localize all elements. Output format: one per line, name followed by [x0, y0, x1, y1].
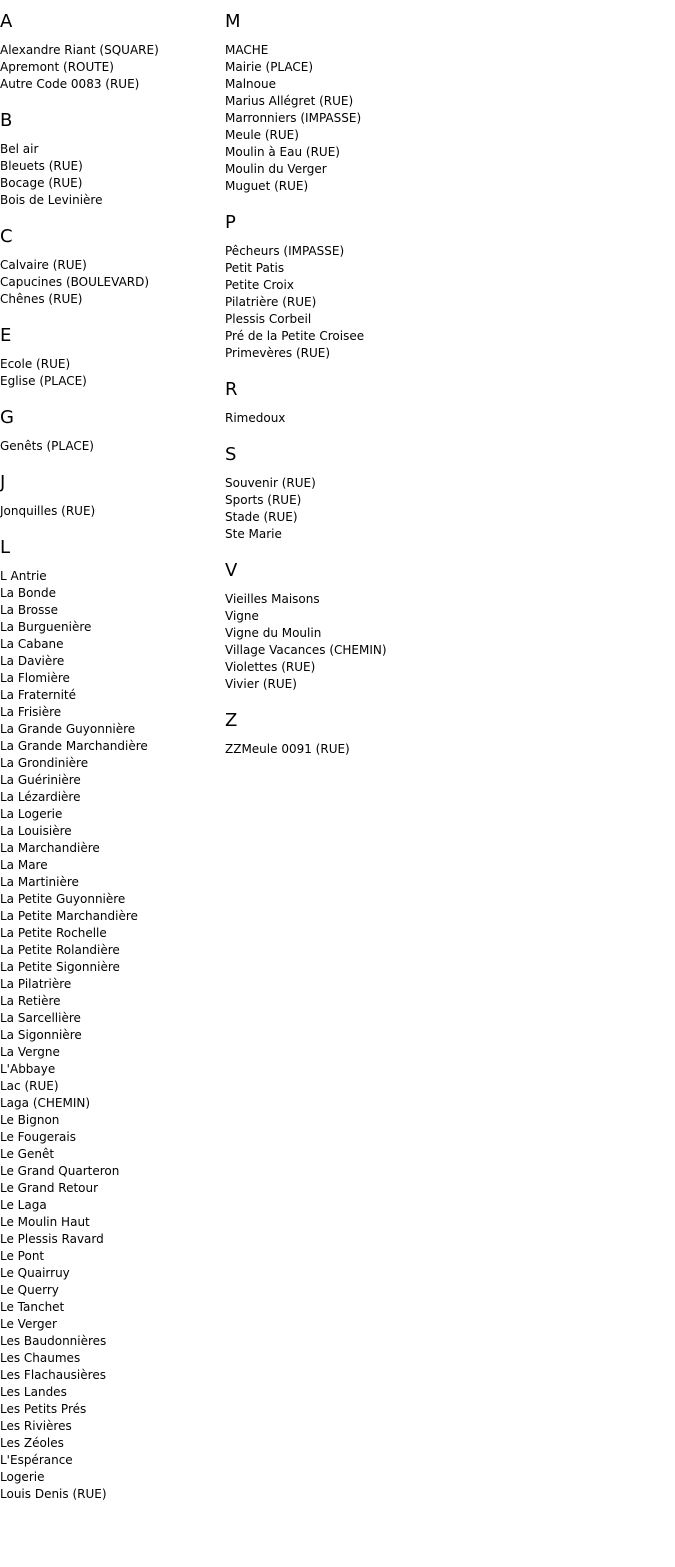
- street-link-ecole-rue[interactable]: Ecole (RUE): [0, 357, 71, 371]
- right-column: [225, 0, 665, 775]
- street-link-bocage-rue[interactable]: Bocage (RUE): [0, 176, 83, 190]
- street-link-la-grande-marchandiere[interactable]: La Grande Marchandière: [0, 739, 148, 753]
- street-link-les-petits-pres[interactable]: Les Petits Prés: [0, 1402, 87, 1416]
- letter-heading: M: [225, 11, 241, 32]
- street-link-petite-croix[interactable]: Petite Croix: [225, 278, 294, 292]
- letter-heading: J: [0, 472, 6, 493]
- street-link-la-lezardiere[interactable]: La Lézardière: [0, 790, 81, 804]
- street-link-les-baudonnieres[interactable]: Les Baudonnières: [0, 1334, 107, 1348]
- street-link-marronniers-impasse[interactable]: Marronniers (IMPASSE): [225, 111, 362, 125]
- letter-heading: Z: [225, 710, 238, 731]
- street-link-bleuets-rue[interactable]: Bleuets (RUE): [0, 159, 83, 173]
- street-link-lac-rue[interactable]: Lac (RUE): [0, 1079, 59, 1093]
- street-link-primeveres-rue[interactable]: Primevères (RUE): [225, 346, 331, 360]
- letter-section-b: [0, 110, 220, 209]
- street-link-louis-denis-rue[interactable]: Louis Denis (RUE): [0, 1487, 107, 1501]
- street-link-meule-rue[interactable]: Meule (RUE): [225, 128, 299, 142]
- street-link-le-verger[interactable]: Le Verger: [0, 1317, 57, 1331]
- street-link-la-sigonniere[interactable]: La Sigonnière: [0, 1028, 82, 1042]
- street-list: [0, 568, 220, 1503]
- street-link-violettes-rue[interactable]: Violettes (RUE): [225, 660, 316, 674]
- street-link-laga-chemin[interactable]: Laga (CHEMIN): [0, 1096, 91, 1110]
- letter-section-l: [0, 537, 220, 1503]
- street-link-les-flachausieres[interactable]: Les Flachausières: [0, 1368, 106, 1382]
- street-link-calvaire-rue[interactable]: Calvaire (RUE): [0, 258, 87, 272]
- street-link-petit-patis[interactable]: Petit Patis: [225, 261, 285, 275]
- street-link-la-gueriniere[interactable]: La Guérinière: [0, 773, 81, 787]
- street-link-la-brosse[interactable]: La Brosse: [0, 603, 58, 617]
- street-link-village-vacances-chemin[interactable]: Village Vacances (CHEMIN): [225, 643, 387, 657]
- letter-section-p: [225, 212, 665, 362]
- street-link-bois-de-leviniere[interactable]: Bois de Levinière: [0, 193, 103, 207]
- street-link-le-moulin-haut[interactable]: Le Moulin Haut: [0, 1215, 90, 1229]
- letter-heading: P: [225, 212, 236, 233]
- street-link-la-louisiere[interactable]: La Louisière: [0, 824, 72, 838]
- street-link-la-frisiere[interactable]: La Frisière: [0, 705, 62, 719]
- street-link-la-grande-guyonniere[interactable]: La Grande Guyonnière: [0, 722, 136, 736]
- street-link-vigne[interactable]: Vigne: [225, 609, 259, 623]
- street-link-la-petite-rochelle[interactable]: La Petite Rochelle: [0, 926, 107, 940]
- street-list: [0, 356, 220, 390]
- street-link-la-daviere[interactable]: La Davière: [0, 654, 65, 668]
- street-list: [225, 475, 665, 543]
- letter-section-m: [225, 11, 665, 195]
- street-link-la-bonde[interactable]: La Bonde: [0, 586, 57, 600]
- street-link-la-petite-marchandiere[interactable]: La Petite Marchandière: [0, 909, 138, 923]
- letter-section-z: [225, 710, 665, 758]
- street-list: [225, 410, 665, 427]
- street-link-jonquilles-rue[interactable]: Jonquilles (RUE): [0, 504, 96, 518]
- street-link-l-antrie[interactable]: L Antrie: [0, 569, 47, 583]
- street-link-le-laga[interactable]: Le Laga: [0, 1198, 47, 1212]
- street-link-la-burgueniere[interactable]: La Burguenière: [0, 620, 92, 634]
- street-link-moulin-du-verger[interactable]: Moulin du Verger: [225, 162, 327, 176]
- street-link-mairie-place[interactable]: Mairie (PLACE): [225, 60, 314, 74]
- letter-heading: R: [225, 379, 238, 400]
- street-link-la-pilatriere[interactable]: La Pilatrière: [0, 977, 72, 991]
- letter-section-s: [225, 444, 665, 543]
- letter-section-e: [0, 325, 220, 390]
- street-link-alexandre-riant-square[interactable]: Alexandre Riant (SQUARE): [0, 43, 159, 57]
- street-link-pilatriere-rue[interactable]: Pilatrière (RUE): [225, 295, 317, 309]
- street-link-la-petite-rolandiere[interactable]: La Petite Rolandière: [0, 943, 120, 957]
- street-link-le-pont[interactable]: Le Pont: [0, 1249, 45, 1263]
- street-list: [225, 42, 665, 195]
- street-list: [0, 257, 220, 308]
- street-link-souvenir-rue[interactable]: Souvenir (RUE): [225, 476, 316, 490]
- street-link-apremont-route[interactable]: Apremont (ROUTE): [0, 60, 114, 74]
- letter-heading: C: [0, 226, 13, 247]
- street-link-l-esperance[interactable]: L'Espérance: [0, 1453, 73, 1467]
- street-link-la-vergne[interactable]: La Vergne: [0, 1045, 60, 1059]
- street-link-les-zeoles[interactable]: Les Zéoles: [0, 1436, 64, 1450]
- street-link-l-abbaye[interactable]: L'Abbaye: [0, 1062, 56, 1076]
- street-link-les-rivieres[interactable]: Les Rivières: [0, 1419, 72, 1433]
- street-link-le-genet[interactable]: Le Genêt: [0, 1147, 55, 1161]
- street-link-le-grand-retour[interactable]: Le Grand Retour: [0, 1181, 99, 1195]
- letter-heading: V: [225, 560, 238, 581]
- street-list: [225, 243, 665, 362]
- street-link-les-chaumes[interactable]: Les Chaumes: [0, 1351, 81, 1365]
- street-link-la-logerie[interactable]: La Logerie: [0, 807, 63, 821]
- street-link-la-flomiere[interactable]: La Flomière: [0, 671, 70, 685]
- street-link-zzmeule-0091-rue[interactable]: ZZMeule 0091 (RUE): [225, 742, 350, 756]
- left-column: [0, 0, 220, 1520]
- street-link-genets-place[interactable]: Genêts (PLACE): [0, 439, 94, 453]
- street-link-le-fougerais[interactable]: Le Fougerais: [0, 1130, 76, 1144]
- letter-section-r: [225, 379, 665, 427]
- street-link-le-quairruy[interactable]: Le Quairruy: [0, 1266, 70, 1280]
- street-link-plessis-corbeil[interactable]: Plessis Corbeil: [225, 312, 312, 326]
- street-link-le-bignon[interactable]: Le Bignon: [0, 1113, 60, 1127]
- street-list: [0, 141, 220, 209]
- letter-heading: B: [0, 110, 13, 131]
- street-link-la-marchandiere[interactable]: La Marchandière: [0, 841, 100, 855]
- letter-section-c: [0, 226, 220, 308]
- street-link-eglise-place[interactable]: Eglise (PLACE): [0, 374, 87, 388]
- street-link-muguet-rue[interactable]: Muguet (RUE): [225, 179, 309, 193]
- street-link-la-grondiniere[interactable]: La Grondinière: [0, 756, 89, 770]
- street-link-stade-rue[interactable]: Stade (RUE): [225, 510, 298, 524]
- street-link-vivier-rue[interactable]: Vivier (RUE): [225, 677, 297, 691]
- street-list: [0, 438, 220, 455]
- street-link-vieilles-maisons[interactable]: Vieilles Maisons: [225, 592, 320, 606]
- letter-section-v: [225, 560, 665, 693]
- street-list: [225, 591, 665, 693]
- street-link-la-petite-sigonniere[interactable]: La Petite Sigonnière: [0, 960, 120, 974]
- street-list: [0, 42, 220, 93]
- street-link-logerie[interactable]: Logerie: [0, 1470, 45, 1484]
- street-link-le-plessis-ravard[interactable]: Le Plessis Ravard: [0, 1232, 104, 1246]
- letter-heading: G: [0, 407, 14, 428]
- street-link-le-tanchet[interactable]: Le Tanchet: [0, 1300, 65, 1314]
- street-link-la-cabane[interactable]: La Cabane: [0, 637, 64, 651]
- street-link-sports-rue[interactable]: Sports (RUE): [225, 493, 302, 507]
- letter-section-g: [0, 407, 220, 455]
- street-link-capucines-boulevard[interactable]: Capucines (BOULEVARD): [0, 275, 150, 289]
- letter-section-a: [0, 11, 220, 93]
- letter-heading: S: [225, 444, 237, 465]
- street-link-marius-allegret-rue[interactable]: Marius Allégret (RUE): [225, 94, 354, 108]
- street-link-la-martiniere[interactable]: La Martinière: [0, 875, 79, 889]
- street-link-les-landes[interactable]: Les Landes: [0, 1385, 67, 1399]
- letter-section-j: [0, 472, 220, 520]
- street-link-le-grand-quarteron[interactable]: Le Grand Quarteron: [0, 1164, 120, 1178]
- letter-heading: E: [0, 325, 12, 346]
- street-link-autre-code-0083-rue[interactable]: Autre Code 0083 (RUE): [0, 77, 140, 91]
- street-link-bel-air[interactable]: Bel air: [0, 142, 39, 156]
- street-link-pecheurs-impasse[interactable]: Pêcheurs (IMPASSE): [225, 244, 345, 258]
- street-link-ste-marie[interactable]: Ste Marie: [225, 527, 282, 541]
- street-link-rimedoux[interactable]: Rimedoux: [225, 411, 286, 425]
- letter-heading: L: [0, 537, 11, 558]
- street-link-la-mare[interactable]: La Mare: [0, 858, 48, 872]
- street-link-chenes-rue[interactable]: Chênes (RUE): [0, 292, 83, 306]
- street-list: [0, 503, 220, 520]
- street-link-la-petite-guyonniere[interactable]: La Petite Guyonnière: [0, 892, 126, 906]
- street-link-mache[interactable]: MACHE: [225, 43, 269, 57]
- street-list: [225, 741, 665, 758]
- street-link-la-fraternite[interactable]: La Fraternité: [0, 688, 77, 702]
- street-link-la-sarcelliere[interactable]: La Sarcellière: [0, 1011, 81, 1025]
- street-link-malnoue[interactable]: Malnoue: [225, 77, 276, 91]
- street-link-le-querry[interactable]: Le Querry: [0, 1283, 59, 1297]
- street-link-moulin-a-eau-rue[interactable]: Moulin à Eau (RUE): [225, 145, 340, 159]
- street-link-vigne-du-moulin[interactable]: Vigne du Moulin: [225, 626, 322, 640]
- letter-heading: A: [0, 11, 13, 32]
- street-link-pre-de-la-petite-croisee[interactable]: Pré de la Petite Croisee: [225, 329, 365, 343]
- street-link-la-retiere[interactable]: La Retière: [0, 994, 61, 1008]
